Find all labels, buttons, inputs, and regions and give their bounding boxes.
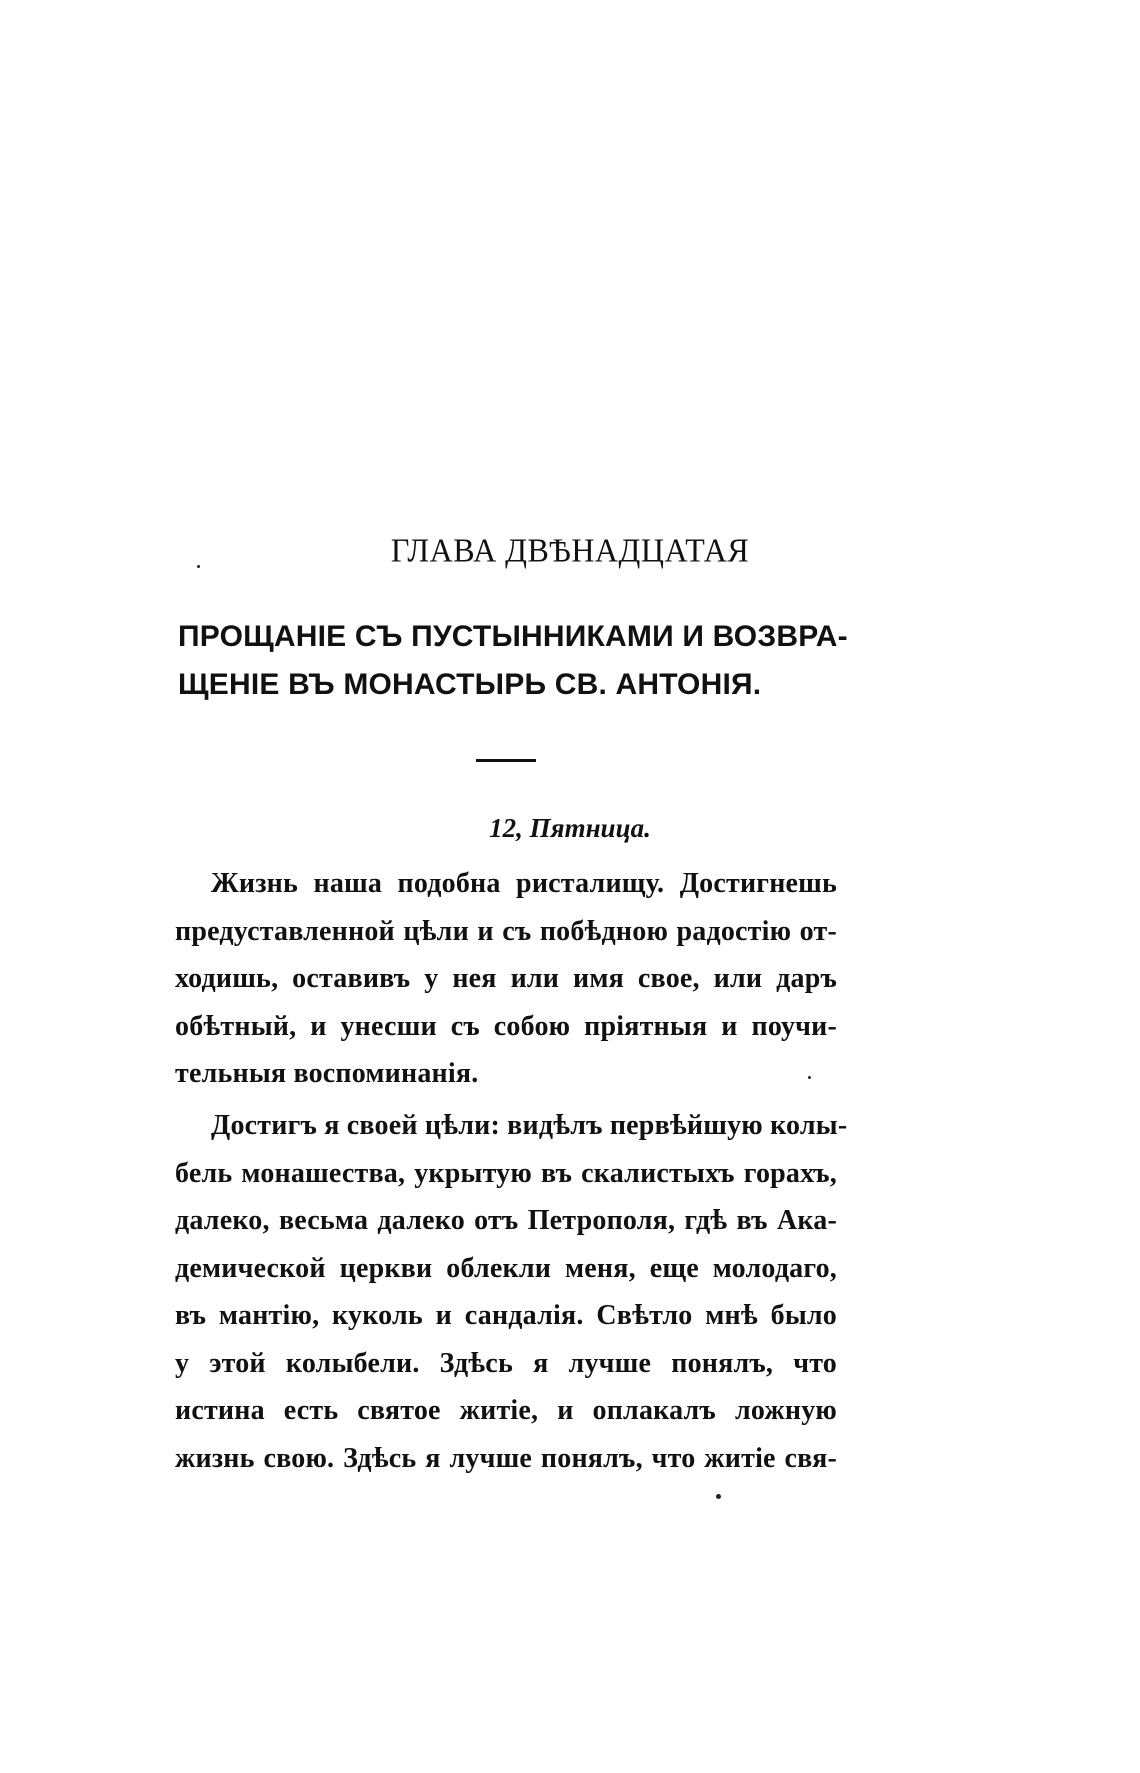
text-line: истина есть святое житіе, и оплакалъ ложную (175, 1395, 837, 1426)
text-line: тельныя воспоминанія. (175, 1058, 479, 1089)
paragraph (175, 1102, 848, 1482)
ink-speck (716, 1494, 721, 1499)
chapter-title-line: ПРОЩАНІЕ СЪ ПУСТЫННИКАМИ И ВОЗВРА- (178, 620, 848, 653)
paragraph (175, 860, 837, 1098)
entry-date: 12, Пятница. (489, 813, 651, 843)
chapter-title-line: ЩЕНІЕ ВЪ МОНАСТЫРЬ СВ. АНТОНІЯ. (178, 668, 762, 701)
text-line: далеко, весьма далеко отъ Петрополя, гдѣ въ Ака- (175, 1205, 837, 1236)
text-line: въ мантію, куколь и сандалія. Свѣтло мнѣ было (175, 1300, 837, 1331)
text-line: ходишь, оставивъ у нея или имя свое, или даръ (175, 963, 837, 994)
chapter-label: ГЛАВА ДВѢНАДЦАТАЯ (390, 531, 750, 569)
text-line: жизнь свою. Здѣсь я лучше понялъ, что житіе свя- (175, 1442, 837, 1474)
text-line: демической церкви облекли меня, еще молодаго, (175, 1252, 837, 1284)
title-divider (476, 759, 536, 762)
text-line: предуставленной цѣли и съ побѣдною радостію от- (175, 915, 837, 947)
text-line: Достигъ я своей цѣли: видѣлъ первѣйшую колы- (211, 1110, 848, 1141)
ink-speck (808, 1076, 811, 1079)
ink-speck (197, 565, 200, 568)
chapter-title (178, 613, 848, 709)
text-line: обѣтный, и унесши съ собою пріятныя и поучи- (175, 1010, 837, 1042)
text-line: бель монашества, укрытую въ скалистыхъ горахъ, (175, 1157, 837, 1189)
text-line: Жизнь наша подобна ристалищу. Достигнешь (211, 868, 837, 899)
text-line: у этой колыбели. Здѣсь я лучше понялъ, что (175, 1347, 837, 1379)
